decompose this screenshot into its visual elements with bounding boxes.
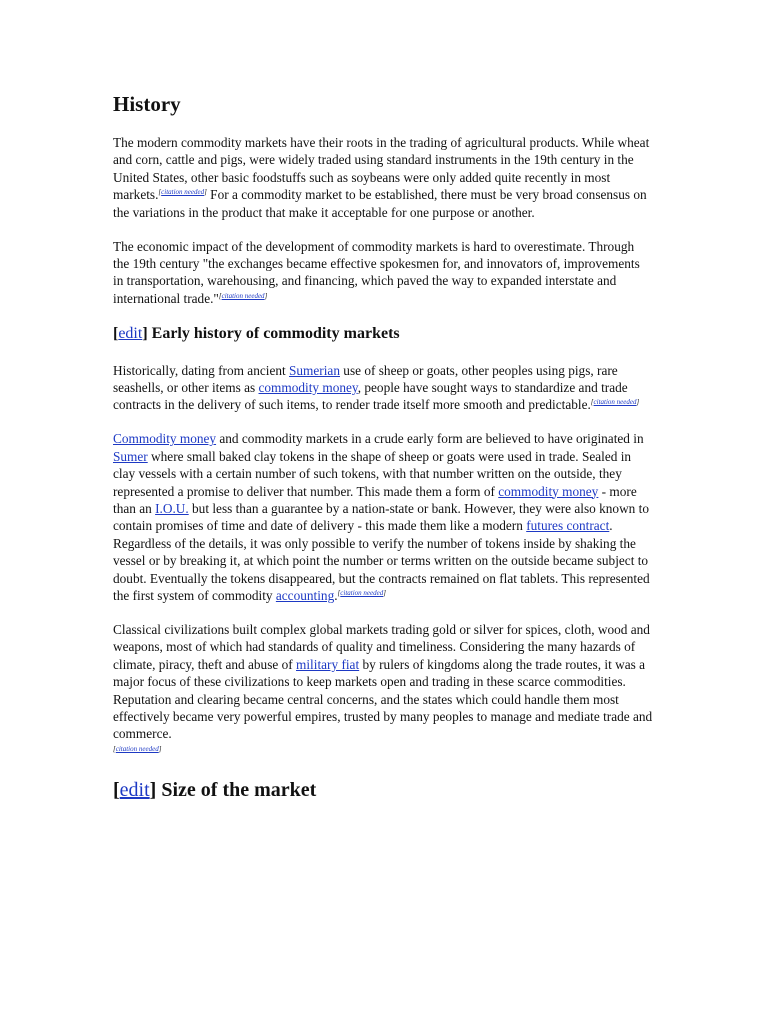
section-title-history: History xyxy=(113,92,181,116)
link-futures-contract[interactable]: futures contract xyxy=(526,518,610,534)
edit-link[interactable]: edit xyxy=(118,324,143,342)
paragraph-early-3 xyxy=(113,621,653,760)
paragraph-text: but less than a guarantee by a nation-state or bank. However, they were also known to contain promises of time and date of delivery - this made them like a modern xyxy=(113,501,649,534)
section-heading-text: Early history of commodity markets xyxy=(147,324,400,342)
paragraph-early-2 xyxy=(113,430,653,604)
link-commodity-money[interactable]: commodity money xyxy=(258,380,358,396)
paragraph-text: . Regardless of the details, it was only possible to verify the number of tokens inside by shaking the vessel or by breaking it, at which point the number or terms written on the outside became subject to doubt. Eventually the tokens disappeared, but the contracts remained on flat tablets. This represented the first system of commodity xyxy=(113,518,650,604)
paragraph-text: , people have sought ways to standardize and trade contracts in the delivery of such items, to render trade itself more smooth and predictable. xyxy=(113,380,628,413)
citation-needed-link[interactable]: citation needed xyxy=(221,291,265,300)
link-iou[interactable]: I.O.U. xyxy=(155,501,189,516)
citation-needed-link[interactable]: citation needed xyxy=(115,744,159,753)
paragraph-text: Classical civilizations built complex global markets trading gold or silver for spices, cloth, wood and weapons, most of which had standards of quality and timeliness. Considering the many hazards of climate, piracy, theft and abuse of xyxy=(113,621,650,672)
paragraph-text: Historically, dating from ancient xyxy=(113,362,290,378)
section-title-size-of-market: [edit] Size of the market xyxy=(113,778,317,801)
citation-needed-link[interactable]: citation needed xyxy=(340,589,384,598)
paragraph-text: where small baked clay tokens in the shape of sheep or goats were used in trade. Sealed in clay vessels with a certain number of such tokens, with that number written on the outside, they represented a promise to deliver that number. This made them a form of xyxy=(113,448,632,499)
paragraph-early-1 xyxy=(113,362,653,414)
citation-needed: [citation needed] xyxy=(218,291,268,300)
paragraph-text: by rulers of kingdoms along the trade routes, it was a major focus of these civilizations to keep markets open and trading in these scarce commodities. Reputation and clearing became central concerns, and the states which could handle them most effectively became very powerful empires, trusted by many peoples to manage and mediate trade and commerce. xyxy=(113,656,653,742)
paragraph-history-1 xyxy=(113,134,653,221)
paragraph-text: The modern commodity markets have their roots in the trading of agricultural products. While wheat and corn, cattle and pigs, were widely traded using standard instruments in the 19th century in the United States, other basic foodstuffs such as soybeans were only added quite recently in most markets. xyxy=(113,135,650,203)
section-title-early-history: [edit] Early history of commodity markets xyxy=(113,324,400,342)
citation-needed: [citation needed] xyxy=(337,589,386,598)
citation-needed-link[interactable]: citation needed xyxy=(161,188,205,197)
edit-link[interactable]: edit xyxy=(119,778,150,801)
link-commodity-money[interactable]: commodity money xyxy=(498,483,599,499)
paragraph-text: and commodity markets in a crude early form are believed to have originated in xyxy=(216,431,644,447)
citation-needed-link[interactable]: citation needed xyxy=(593,398,637,407)
paragraph-text: . xyxy=(334,588,338,604)
link-accounting[interactable]: accounting xyxy=(275,588,335,604)
paragraph-text: The economic impact of the development of commodity markets is hard to overestimate. Through the 19th century "the exchanges became effective spokesmen for, and innovators of, improvements in transportation, warehousing, and financing, which paved the way to expanded interstate and international trade." xyxy=(113,238,640,306)
citation-needed: [citation needed] xyxy=(113,744,162,753)
paragraph-text: use of sheep or goats, other peoples using pigs, rare seashells, or other items as xyxy=(113,362,618,396)
paragraph-history-2 xyxy=(113,238,653,308)
link-commodity-money[interactable]: Commodity money xyxy=(113,431,217,447)
paragraph-text: For a commodity market to be established, there must be very broad consensus on the variations in the product that make it acceptable for one purpose or another. xyxy=(113,187,647,220)
section-heading-text: Size of the market xyxy=(156,778,317,801)
link-sumer[interactable]: Sumer xyxy=(113,448,148,464)
link-sumerian[interactable]: Sumerian xyxy=(289,362,340,378)
citation-needed: [citation needed] xyxy=(158,188,207,197)
paragraph-text: - more than an xyxy=(113,483,637,516)
citation-needed: [citation needed] xyxy=(590,398,640,407)
article-body xyxy=(113,88,653,821)
link-military-fiat[interactable]: military fiat xyxy=(296,656,360,672)
